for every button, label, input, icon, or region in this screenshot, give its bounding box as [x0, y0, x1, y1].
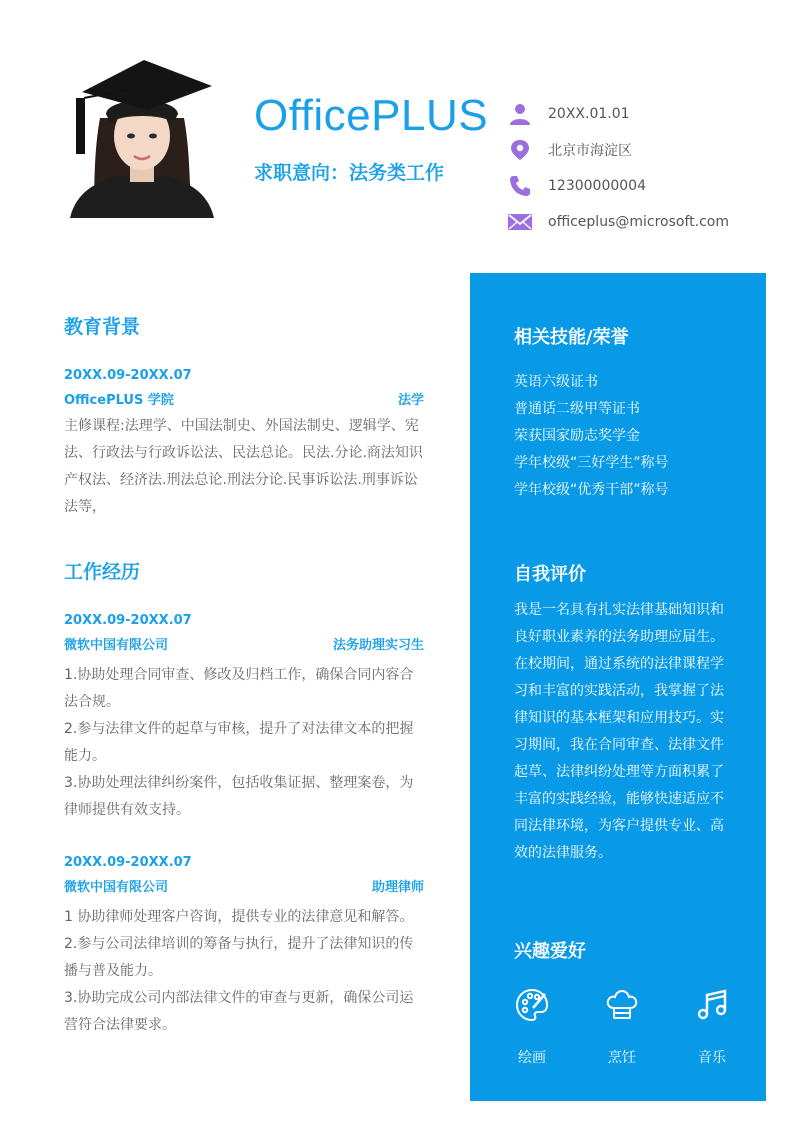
contact-info	[508, 96, 768, 240]
skill-item: 学年校级“优秀干部”称号	[514, 482, 669, 498]
hobbies-list	[502, 985, 742, 1067]
work-section	[64, 563, 424, 1039]
sidebar-panel	[470, 273, 766, 1101]
contact-text: 12300000004	[548, 178, 646, 194]
location-pin-icon	[508, 138, 532, 162]
skill-item: 学年校级“三好学生”称号	[514, 455, 669, 471]
hobby-painting	[502, 985, 562, 1067]
work-duty-item: 3.协助处理法律纠纷案件，包括收集证据、整理案卷，为律师提供有效支持。	[64, 775, 414, 818]
work-duties	[64, 904, 424, 1039]
profile-photo	[62, 52, 222, 218]
company-name: 微软中国有限公司	[64, 638, 169, 653]
work-date: 20XX.09-20XX.07	[64, 855, 192, 870]
contact-text: 20XX.01.01	[548, 106, 630, 122]
education-date: 20XX.09-20XX.07	[64, 368, 192, 383]
education-school-row	[64, 394, 424, 407]
work-duties	[64, 662, 424, 824]
work-duty-item: 1.协助处理合同审查、修改及归档工作，确保合同内容合法合规。	[64, 667, 414, 710]
work-entry	[64, 856, 424, 1039]
hobbies-title: 兴趣爱好	[514, 941, 586, 962]
work-duty-item: 2.参与公司法律培训的筹备与执行，提升了法律知识的传播与普及能力。	[64, 936, 414, 979]
skills-title: 相关技能/荣誉	[514, 327, 629, 348]
work-duty-item: 1 协助律师处理客户咨询，提供专业的法律意见和解答。	[64, 909, 414, 925]
skill-item: 荣获国家励志奖学金	[514, 428, 640, 444]
education-title: 教育背景	[64, 316, 141, 338]
job-position: 法务助理实习生	[332, 638, 424, 653]
skill-item: 普通话二级甲等证书	[514, 401, 640, 417]
hobby-label: 烹饪	[608, 1050, 636, 1066]
evaluation-title: 自我评价	[514, 564, 586, 585]
person-icon	[508, 102, 532, 126]
skill-item: 英语六级证书	[514, 374, 598, 390]
work-duty-item: 2.参与法律文件的起草与审核，提升了对法律文本的把握能力。	[64, 721, 414, 764]
evaluation-text: 我是一名具有扎实法律基础知识和良好职业素养的法务助理应届生。在校期间，通过系统的法律课程学习和丰富的实践活动，我掌握了法律知识的基本框架和应用技巧。实习期间，我在合同审查、法律文件起草、法律纠纷处理等方面积累了丰富的实践经验，能够快速适应不同法律环境，为客户提供专业、高效的法律服务。	[514, 602, 724, 861]
hobby-music	[682, 985, 742, 1067]
left-column	[64, 318, 424, 1039]
school-name: OfficePLUS 学院	[64, 393, 174, 408]
palette-icon	[502, 985, 562, 1025]
skills-list	[514, 369, 669, 504]
job-position: 助理律师	[371, 880, 424, 895]
hobby-cooking	[592, 985, 652, 1067]
hobby-label: 绘画	[518, 1050, 546, 1066]
contact-birthdate	[508, 96, 768, 132]
phone-icon	[508, 174, 532, 198]
work-company-row	[64, 881, 424, 894]
work-company-row	[64, 639, 424, 652]
mail-icon	[508, 210, 532, 234]
chef-hat-icon	[592, 985, 652, 1025]
major-name: 法学	[397, 393, 424, 408]
work-duty-item: 3.协助完成公司内部法律文件的审查与更新，确保公司运营符合法律要求。	[64, 990, 414, 1033]
contact-location	[508, 132, 768, 168]
work-entry	[64, 614, 424, 824]
work-title: 工作经历	[64, 561, 141, 583]
company-name: 微软中国有限公司	[64, 880, 169, 895]
contact-text: 北京市海淀区	[548, 143, 632, 159]
hobby-label: 音乐	[698, 1050, 726, 1066]
candidate-name: OfficePLUS	[254, 91, 489, 140]
music-note-icon	[682, 985, 742, 1025]
contact-text: officeplus@microsoft.com	[548, 214, 729, 230]
education-section	[64, 318, 424, 521]
education-description: 主修课程:法理学、中国法制史、外国法制史、逻辑学、宪法、行政法与行政诉讼法、民法总论。民法.分论.商法知识产权法、经济法.刑法总论.刑法分论.民事诉讼法.刑事诉讼法等，	[64, 418, 423, 515]
job-intent: 求职意向：法务类工作	[254, 162, 445, 184]
contact-email	[508, 204, 768, 240]
contact-phone	[508, 168, 768, 204]
work-date: 20XX.09-20XX.07	[64, 613, 192, 628]
